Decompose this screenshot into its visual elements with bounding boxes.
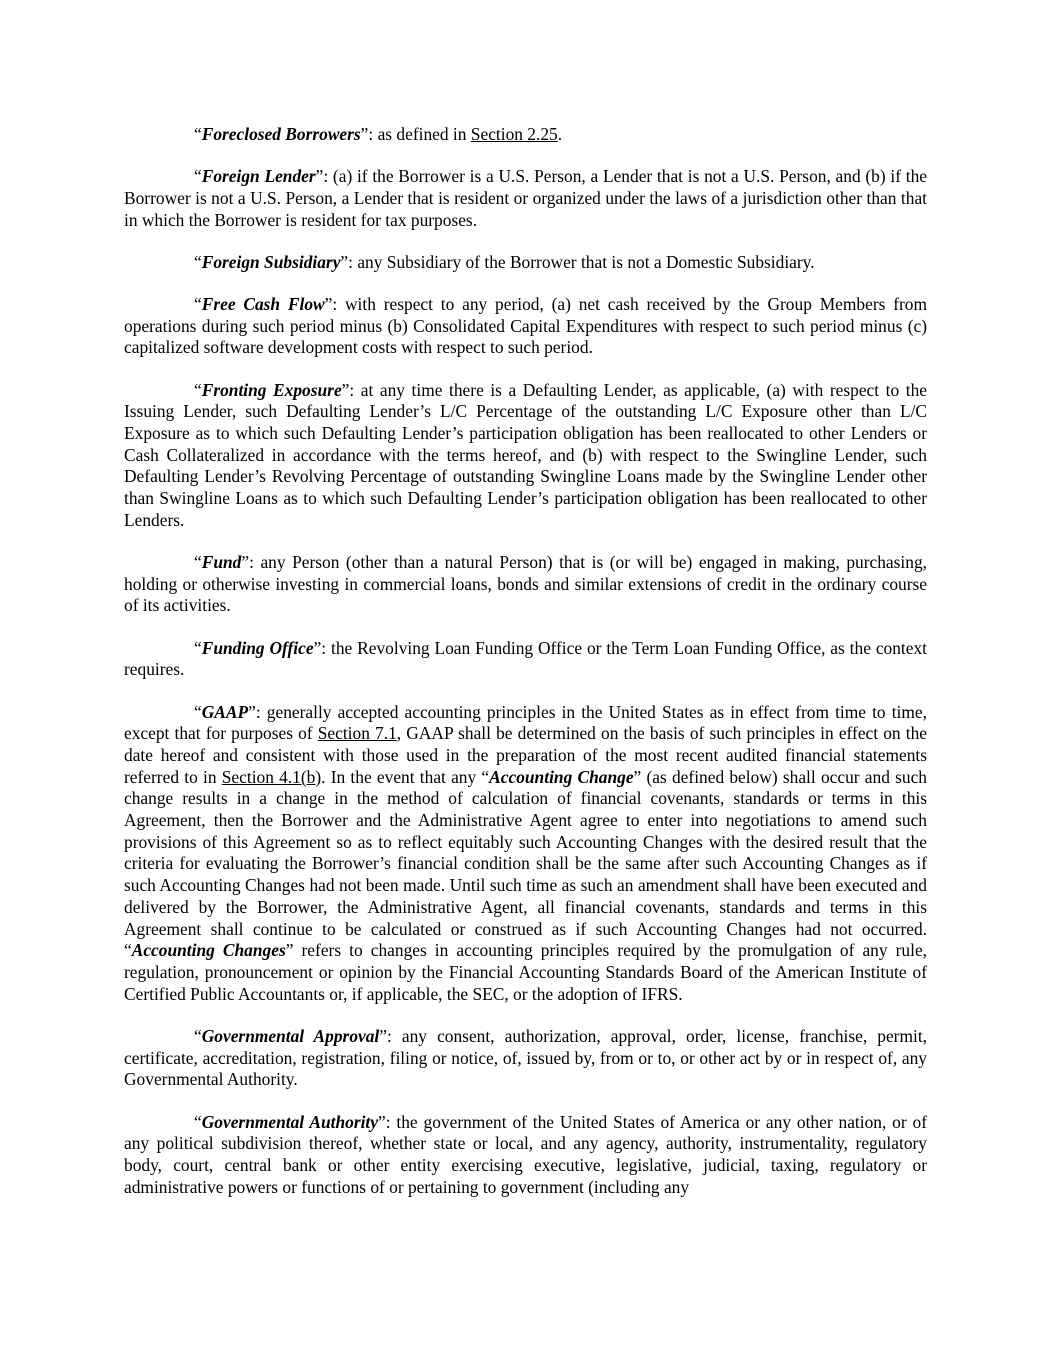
definition-fronting-exposure: “Fronting Exposure”: at any time there is a Defaulting Lender, as applicable, (a) with respect to the Issuing Lender, such Defaulting Lender’s L/C Percentage of the outstanding L/C Exposure other than L/C Exposure as to which such Defaulting Lender’s participation obligation has been reallocated to other Lenders or Cash Collateralized in accordance with the terms hereof, and (b) with respect to the Swingline Lender, such Defaulting Lender’s Revolving Percentage of outstanding Swingline Loans made by the Swingline Lender other than Swingline Loans as to which such Defaulting Lender’s participation obligation has been reallocated to other Lenders. xyxy=(124,379,927,530)
definition-foreclosed-borrowers: “Foreclosed Borrowers”: as defined in Section 2.25. xyxy=(194,124,563,144)
definition-text: , GAAP shall be determined on the basis of such principles in effect on the date hereof and consistent with those used in the preparation of the most recent audited financial statements referred to in xyxy=(124,723,927,787)
definition-free-cash-flow: “Free Cash Flow”: with respect to any period, (a) net cash received by the Group Members from operations during such period minus (b) Consolidated Capital Expenditures with respect to such period minus (c) capitalized software development costs with respect to such period. xyxy=(124,294,927,358)
definition-text: : any Person (other than a natural Person) that is (or will be) engaged in making, purchasing, holding or otherwise investing in commercial loans, bonds and similar extensions of credit in the ordinary course of its activities. xyxy=(124,552,927,616)
definition-text: . In the event that any “ xyxy=(321,766,490,787)
section-reference: Section 4.1(b) xyxy=(221,766,322,787)
definition-text: : as defined in xyxy=(368,124,471,144)
defined-term: Foreign Lender xyxy=(201,166,316,187)
definition-governmental-authority: “Governmental Authority”: the government of the United States of America or any other nation, or of any political subdivision thereof, whether state or local, and any agency, authority, instrumentality, regulatory body, court, central bank or other entity exercising executive, legislative, judicial, taxing, regulatory or administrative powers or functions of or pertaining to government (including any xyxy=(124,1111,928,1197)
definition-gaap: “GAAP”: generally accepted accounting principles in the United States as in effect from time to time, except that for purposes of Section 7.1, GAAP shall be determined on the basis of such principles in effect on the date hereof and consistent with those used in the preparation of the most recent audited financial statements referred to in Section 4.1(b). In the event that any “Accounting Change” (as defined below) shall occur and such change results in a change in the method of calculation of financial covenants, standards or terms in this Agreement, then the Borrower and the Administrative Agent agree to enter into negotiations to amend such provisions of this Agreement so as to reflect equitably such Accounting Changes with the desired result that the criteria for evaluating the Borrower’s financial condition shall be the same after such Accounting Changes as if such Accounting Changes had not been made. Until such time as such an amendment shall have been executed and delivered by the Borrower, the Administrative Agent, all financial covenants, standards and terms in this Agreement shall continue to be calculated or construed as if such Accounting Changes had not occurred. “Accounting Changes” refers to changes in accounting principles required by the promulgation of any rule, regulation, pronouncement or opinion by the Financial Accounting Standards Board of the American Institute of Certified Public Accountants or, if applicable, the SEC, or the adoption of IFRS. xyxy=(124,701,928,1004)
definition-text: ” (as defined below) shall occur and such change results in a change in the method of calculation of financial covenants, standards or terms in this Agreement, then the Borrower and the Administrative Agent agree to enter into negotiations to amend such provisions of this Agreement so as to reflect equitably such Accounting Changes with the desired result that the criteria for evaluating the Borrower’s financial condition shall be the same after such Accounting Changes as if such Accounting Changes had not been made. Until such time as such an amendment shall have been executed and delivered by the Borrower, the Administrative Agent, all financial covenants, standards and terms in this Agreement shall continue to be calculated or construed as if such Accounting Changes had not occurred. “ xyxy=(124,766,927,961)
defined-term: Governmental Authority xyxy=(201,1111,378,1132)
definition-text: ” refers to changes in accounting principles required by the promulgation of any rule, regulation, pronouncement or opinion by the Financial Accounting Standards Board of the American Institute of Certified Public Accountants or, if applicable, the SEC, or the adoption of IFRS. xyxy=(124,940,928,1004)
section-reference: Section 2.25 xyxy=(470,124,558,144)
definition-text: . xyxy=(557,124,563,144)
definition-text: : at any time there is a Defaulting Lender, as applicable, (a) with respect to the Issuing Lender, such Defaulting Lender’s L/C Percentage of the outstanding L/C Exposure other than L/C Exposure as to which such Defaulting Lender’s participation obligation has been reallocated to other Lenders or Cash Collateralized in accordance with the terms hereof, and (b) with respect to the Swingline Lender, such Defaulting Lender’s Revolving Percentage of outstanding Swingline Loans made by the Swingline Lender other than Swingline Loans as to which such Defaulting Lender’s participation obligation has been reallocated to other Lenders. xyxy=(124,379,927,530)
definition-governmental-approval: “Governmental Approval”: any consent, authorization, approval, order, license, franchise, permit, certificate, accreditation, registration, filing or notice, of, issued by, from or to, or other act by or in respect of, any Governmental Authority. xyxy=(124,1025,927,1090)
defined-term: Funding Office xyxy=(201,637,314,658)
document-body xyxy=(124,124,927,1219)
definition-text: : the Revolving Loan Funding Office or the Term Loan Funding Office, as the context requires. xyxy=(124,637,928,680)
defined-term: Accounting Change xyxy=(489,766,634,787)
definition-foreign-subsidiary: “Foreign Subsidiary”: any Subsidiary of the Borrower that is not a Domestic Subsidiary. xyxy=(194,251,815,272)
definition-text: : generally accepted accounting principles in the United States as in effect from time to time, except that for purposes of xyxy=(124,701,927,744)
definition-text: : the government of the United States of America or any other nation, or of any political subdivision thereof, whether state or local, and any agency, authority, instrumentality, regulatory body, court, central bank or other entity exercising executive, legislative, judicial, taxing, regulatory or administrative powers or functions of or pertaining to government (including any xyxy=(124,1111,928,1197)
definition-text: : with respect to any period, (a) net cash received by the Group Members from operations during such period minus (b) Consolidated Capital Expenditures with respect to such period minus (c) capitalized software development costs with respect to such period. xyxy=(124,294,927,358)
definition-funding-office: “Funding Office”: the Revolving Loan Funding Office or the Term Loan Funding Office, as the context requires. xyxy=(124,637,928,680)
definition-text: : any consent, authorization, approval, order, license, franchise, permit, certificate, accreditation, registration, filing or notice, of, issued by, from or to, or other act by or in respect of, any Governmental Authority. xyxy=(124,1025,927,1090)
defined-term: Fund xyxy=(201,552,242,573)
defined-term: Fronting Exposure xyxy=(201,379,342,400)
definition-foreign-lender: “Foreign Lender”: (a) if the Borrower is a U.S. Person, a Lender that is not a U.S. Person, and (b) if the Borrower is not a U.S. Person, a Lender that is resident or organized under the laws of a jurisdiction other than that in which the Borrower is resident for tax purposes. xyxy=(124,166,927,230)
defined-term: Free Cash Flow xyxy=(201,294,325,315)
definition-fund: “Fund”: any Person (other than a natural Person) that is (or will be) engaged in making, purchasing, holding or otherwise investing in commercial loans, bonds and similar extensions of credit in the ordinary course of its activities. xyxy=(124,552,927,616)
section-reference: Section 7.1 xyxy=(317,723,397,744)
defined-term: Foreign Subsidiary xyxy=(201,251,341,272)
defined-term: GAAP xyxy=(201,701,249,722)
definition-text: : any Subsidiary of the Borrower that is not a Domestic Subsidiary. xyxy=(348,251,815,272)
defined-term: Foreclosed Borrowers xyxy=(201,124,361,144)
defined-term: Governmental Approval xyxy=(201,1025,380,1046)
definition-text: : (a) if the Borrower is a U.S. Person, a Lender that is not a U.S. Person, and (b) if the Borrower is not a U.S. Person, a Lender that is resident or organized under the laws of a jurisdiction other than that in which the Borrower is resident for tax purposes. xyxy=(124,166,927,230)
defined-term: Accounting Changes xyxy=(131,940,286,961)
